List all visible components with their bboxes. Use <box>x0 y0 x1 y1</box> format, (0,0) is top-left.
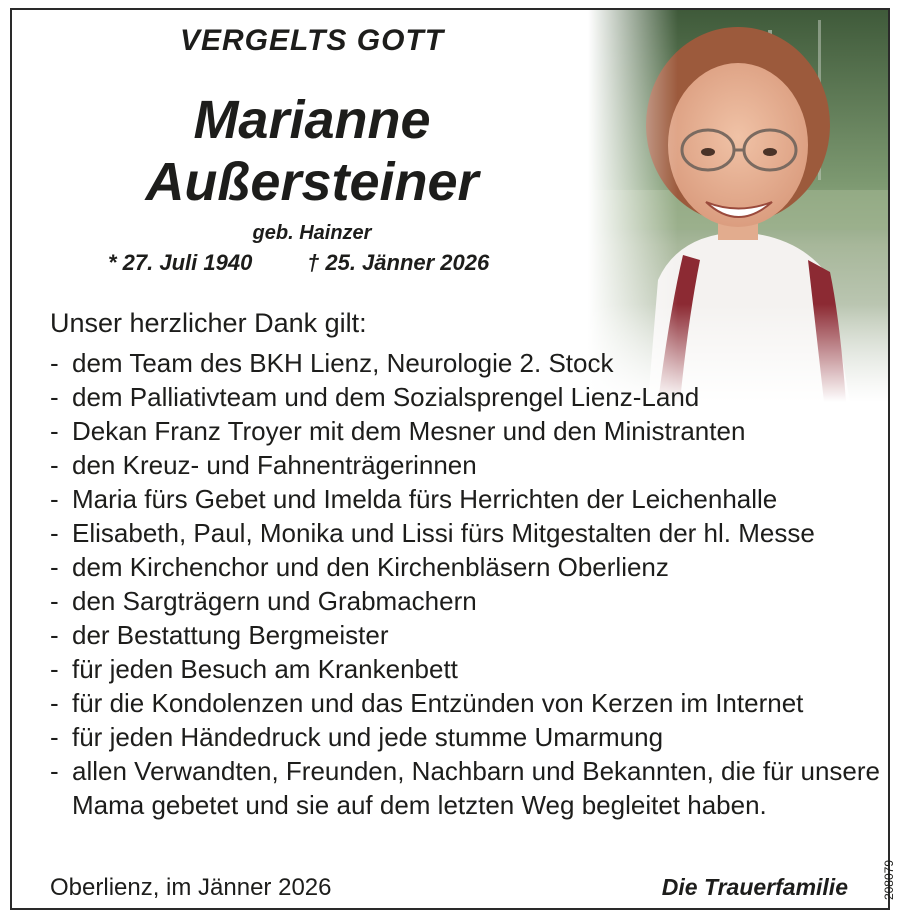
list-item <box>50 618 880 652</box>
signature: Die Trauerfamilie <box>661 874 848 900</box>
obituary-card <box>10 8 896 910</box>
list-item-text: allen Verwandten, Freunden, Nachbarn und Bekannten, die für unsere Mama gebetet und sie auf dem letzten Weg begleitet haben. <box>72 756 880 820</box>
place-date: Oberlienz, im Jänner 2026 <box>50 874 332 901</box>
list-dash: - <box>50 552 59 582</box>
list-item <box>50 652 880 686</box>
list-dash: - <box>50 756 59 786</box>
list-dash: - <box>50 450 59 480</box>
list-item-text: dem Palliativteam und dem Sozialsprengel Lienz-Land <box>72 382 700 412</box>
first-name: Marianne <box>193 90 431 150</box>
list-dash: - <box>50 348 59 378</box>
list-item <box>50 482 880 516</box>
list-item-text: Dekan Franz Troyer mit dem Mesner und den Ministranten <box>72 416 746 446</box>
list-item-text: den Sargträgern und Grabmachern <box>72 586 477 616</box>
list-dash: - <box>50 484 59 514</box>
death-date: † 25. Jänner 2026 <box>307 250 490 275</box>
kicker-heading: VERGELTS GOTT <box>179 24 445 57</box>
ad-code: 208079 <box>882 860 896 901</box>
list-item-text: dem Team des BKH Lienz, Neurologie 2. Stock <box>72 348 614 378</box>
list-item <box>50 720 880 754</box>
portrait-photo <box>588 10 888 402</box>
list-item-text: für jeden Händedruck und jede stumme Umarmung <box>72 722 664 752</box>
last-name: Außersteiner <box>145 152 479 212</box>
list-item-text: Maria fürs Gebet und Imelda fürs Herrichten der Leichenhalle <box>72 484 778 514</box>
list-item-text: den Kreuz- und Fahnenträgerinnen <box>72 450 477 480</box>
list-item-text: für jeden Besuch am Krankenbett <box>72 654 458 684</box>
list-item <box>50 380 880 414</box>
birth-name: geb. Hainzer <box>252 222 372 244</box>
list-item-text: Elisabeth, Paul, Monika und Lissi fürs Mitgestalten der hl. Messe <box>72 518 815 548</box>
list-item <box>50 448 880 482</box>
list-dash: - <box>50 654 59 684</box>
list-item <box>50 754 880 822</box>
portrait-photo-icon <box>588 10 888 402</box>
list-item <box>50 346 880 380</box>
list-dash: - <box>50 620 59 650</box>
intro-text: Unser herzlicher Dank gilt: <box>50 308 367 338</box>
list-item-text: dem Kirchenchor und den Kirchenbläsern Oberlienz <box>72 552 669 582</box>
list-item <box>50 516 880 550</box>
list-dash: - <box>50 518 59 548</box>
list-dash: - <box>50 586 59 616</box>
list-item <box>50 414 880 448</box>
birth-date: * 27. Juli 1940 <box>108 250 253 275</box>
list-item <box>50 584 880 618</box>
thanks-list <box>50 346 880 822</box>
list-item-text: der Bestattung Bergmeister <box>72 620 389 650</box>
list-dash: - <box>50 382 59 412</box>
list-item <box>50 550 880 584</box>
list-dash: - <box>50 688 59 718</box>
list-item-text: für die Kondolenzen und das Entzünden von Kerzen im Internet <box>72 688 804 718</box>
list-item <box>50 686 880 720</box>
list-dash: - <box>50 722 59 752</box>
list-dash: - <box>50 416 59 446</box>
